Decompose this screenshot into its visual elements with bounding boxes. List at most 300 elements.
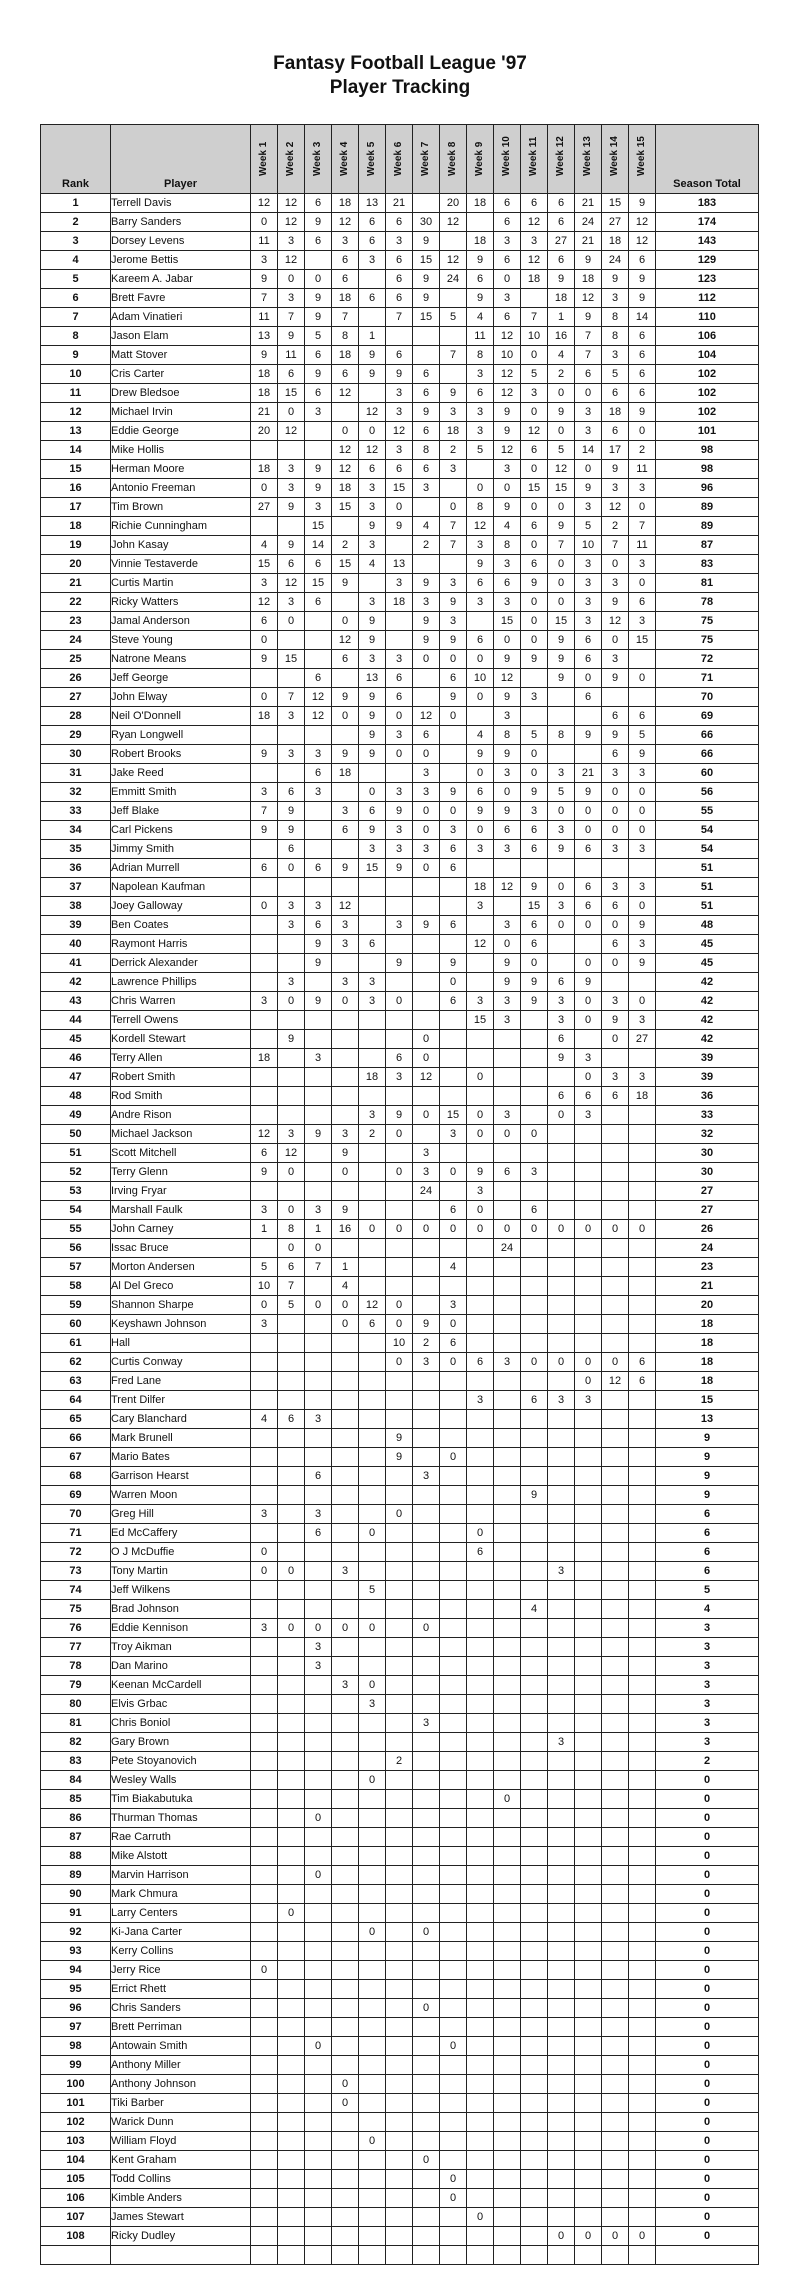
- table-row: [41, 289, 759, 308]
- week-score-cell: [386, 1885, 413, 1904]
- week-score-cell: [332, 1866, 359, 1885]
- week-score-cell: 5: [467, 441, 494, 460]
- week-score-cell: [359, 1239, 386, 1258]
- week-score-cell: 3: [548, 821, 575, 840]
- week-score-cell: 6: [629, 365, 656, 384]
- week-score-cell: 12: [494, 441, 521, 460]
- season-total-cell: 9: [656, 1429, 759, 1448]
- week-header: Week 1: [251, 125, 278, 194]
- week-score-cell: [521, 1239, 548, 1258]
- week-score-cell: 9: [521, 878, 548, 897]
- week-score-cell: [467, 2132, 494, 2151]
- week-score-cell: 24: [413, 1182, 440, 1201]
- week-score-cell: 21: [251, 403, 278, 422]
- player-cell: Tony Martin: [111, 1562, 251, 1581]
- rank-cell: 105: [41, 2170, 111, 2189]
- week-score-cell: [521, 1049, 548, 1068]
- week-score-cell: 6: [278, 365, 305, 384]
- week-score-cell: 15: [521, 479, 548, 498]
- season-total-cell: 6: [656, 1543, 759, 1562]
- season-total-cell: 123: [656, 270, 759, 289]
- week-score-cell: 15: [332, 498, 359, 517]
- rank-cell: 83: [41, 1752, 111, 1771]
- week-score-cell: [278, 1676, 305, 1695]
- player-cell: Morton Andersen: [111, 1258, 251, 1277]
- week-score-cell: [467, 1486, 494, 1505]
- week-score-cell: [494, 2056, 521, 2075]
- rank-cell: 57: [41, 1258, 111, 1277]
- player-cell: Kareem A. Jabar: [111, 270, 251, 289]
- season-total-cell: 32: [656, 1125, 759, 1144]
- week-score-cell: [602, 1866, 629, 1885]
- week-score-cell: 0: [278, 859, 305, 878]
- week-score-cell: 6: [332, 270, 359, 289]
- season-total-cell: 18: [656, 1334, 759, 1353]
- week-score-cell: [359, 1486, 386, 1505]
- week-score-cell: [413, 1391, 440, 1410]
- week-score-cell: 3: [548, 1011, 575, 1030]
- table-row: [41, 1277, 759, 1296]
- week-score-cell: [386, 1486, 413, 1505]
- week-score-cell: [440, 878, 467, 897]
- week-score-cell: [386, 935, 413, 954]
- rank-cell: 20: [41, 555, 111, 574]
- rank-cell: 52: [41, 1163, 111, 1182]
- week-score-cell: [629, 1847, 656, 1866]
- week-score-cell: 3: [305, 1201, 332, 1220]
- week-score-cell: [386, 1619, 413, 1638]
- week-score-cell: 6: [629, 384, 656, 403]
- week-score-cell: [251, 1429, 278, 1448]
- player-cell: Natrone Means: [111, 650, 251, 669]
- week-score-cell: [467, 1980, 494, 1999]
- week-score-cell: 0: [413, 1999, 440, 2018]
- week-score-cell: 6: [548, 194, 575, 213]
- week-score-cell: [359, 1448, 386, 1467]
- rank-cell: 73: [41, 1562, 111, 1581]
- week-score-cell: [494, 1828, 521, 1847]
- week-score-cell: 20: [440, 194, 467, 213]
- week-score-cell: 6: [575, 365, 602, 384]
- week-score-cell: [602, 973, 629, 992]
- week-score-cell: 6: [440, 1201, 467, 1220]
- week-score-cell: 24: [575, 213, 602, 232]
- week-score-cell: 3: [575, 593, 602, 612]
- week-score-cell: [629, 1600, 656, 1619]
- table-row: [41, 1638, 759, 1657]
- week-score-cell: [494, 1486, 521, 1505]
- week-score-cell: 3: [629, 878, 656, 897]
- week-score-cell: [359, 308, 386, 327]
- week-score-cell: [251, 1809, 278, 1828]
- player-cell: Errict Rhett: [111, 1980, 251, 1999]
- player-cell: Kerry Collins: [111, 1942, 251, 1961]
- season-total-cell: 18: [656, 1372, 759, 1391]
- week-score-cell: [359, 1505, 386, 1524]
- week-score-cell: [251, 1657, 278, 1676]
- week-score-cell: [494, 1600, 521, 1619]
- week-score-cell: 9: [548, 1049, 575, 1068]
- week-score-cell: 12: [521, 251, 548, 270]
- week-score-cell: 3: [467, 840, 494, 859]
- week-score-cell: 9: [305, 954, 332, 973]
- week-score-cell: 3: [629, 764, 656, 783]
- week-score-cell: [440, 1581, 467, 1600]
- week-score-cell: [251, 1106, 278, 1125]
- week-score-cell: 6: [332, 251, 359, 270]
- week-score-cell: 9: [305, 365, 332, 384]
- week-score-cell: [251, 1828, 278, 1847]
- week-score-cell: [305, 1106, 332, 1125]
- season-total-cell: 27: [656, 1201, 759, 1220]
- week-score-cell: 0: [548, 2227, 575, 2246]
- week-score-cell: [602, 1334, 629, 1353]
- player-cell: Kent Graham: [111, 2151, 251, 2170]
- week-score-cell: 0: [467, 1524, 494, 1543]
- week-score-cell: [602, 1505, 629, 1524]
- week-score-cell: [332, 2151, 359, 2170]
- table-row: [41, 726, 759, 745]
- week-score-cell: 12: [494, 384, 521, 403]
- table-row: [41, 498, 759, 517]
- week-score-cell: 6: [602, 422, 629, 441]
- week-score-cell: 0: [386, 1220, 413, 1239]
- rank-cell: 76: [41, 1619, 111, 1638]
- player-cell: Thurman Thomas: [111, 1809, 251, 1828]
- week-score-cell: [305, 1942, 332, 1961]
- rank-cell: 43: [41, 992, 111, 1011]
- rank-cell: 19: [41, 536, 111, 555]
- week-score-cell: [521, 1030, 548, 1049]
- player-cell: John Carney: [111, 1220, 251, 1239]
- week-score-cell: 3: [521, 688, 548, 707]
- week-score-cell: [521, 707, 548, 726]
- week-score-cell: 12: [629, 213, 656, 232]
- week-score-cell: 3: [602, 650, 629, 669]
- week-score-cell: 6: [440, 916, 467, 935]
- week-score-cell: [467, 1144, 494, 1163]
- week-score-cell: [629, 1638, 656, 1657]
- week-score-cell: [494, 1904, 521, 1923]
- week-score-cell: 3: [386, 783, 413, 802]
- week-score-cell: [440, 365, 467, 384]
- week-score-cell: 6: [278, 783, 305, 802]
- week-score-cell: [359, 1999, 386, 2018]
- week-score-cell: [278, 1809, 305, 1828]
- week-score-cell: [629, 1277, 656, 1296]
- season-total-cell: 0: [656, 2056, 759, 2075]
- week-score-cell: 0: [359, 422, 386, 441]
- week-score-cell: [602, 1429, 629, 1448]
- player-cell: Steve Young: [111, 631, 251, 650]
- week-score-cell: [629, 1239, 656, 1258]
- week-score-cell: [440, 1695, 467, 1714]
- week-score-cell: [251, 2170, 278, 2189]
- player-cell: Todd Collins: [111, 2170, 251, 2189]
- week-score-cell: [629, 2037, 656, 2056]
- week-score-cell: 6: [629, 1353, 656, 1372]
- rank-cell: 54: [41, 1201, 111, 1220]
- week-score-cell: [251, 1847, 278, 1866]
- week-score-cell: 9: [386, 954, 413, 973]
- week-score-cell: [629, 2075, 656, 2094]
- week-score-cell: [251, 1714, 278, 1733]
- week-score-cell: [467, 1600, 494, 1619]
- week-score-cell: [251, 1866, 278, 1885]
- table-row: [41, 1448, 759, 1467]
- week-score-cell: 9: [629, 289, 656, 308]
- week-score-cell: [440, 1847, 467, 1866]
- week-score-cell: [467, 1809, 494, 1828]
- week-score-cell: [575, 1505, 602, 1524]
- week-score-cell: [440, 1467, 467, 1486]
- week-score-cell: [386, 2227, 413, 2246]
- week-score-cell: [332, 1961, 359, 1980]
- week-score-cell: 0: [332, 1163, 359, 1182]
- week-score-cell: [548, 1999, 575, 2018]
- week-score-cell: [602, 1923, 629, 1942]
- week-score-cell: 9: [251, 346, 278, 365]
- week-score-cell: [521, 1619, 548, 1638]
- week-score-cell: [575, 859, 602, 878]
- week-score-cell: [332, 1600, 359, 1619]
- week-score-cell: [629, 1657, 656, 1676]
- week-score-cell: [440, 1486, 467, 1505]
- week-header: Week 11: [521, 125, 548, 194]
- table-row: [41, 1752, 759, 1771]
- season-total-cell: 23: [656, 1258, 759, 1277]
- week-score-cell: [278, 1600, 305, 1619]
- week-score-cell: 6: [332, 821, 359, 840]
- week-score-cell: [602, 1942, 629, 1961]
- week-score-cell: 18: [251, 460, 278, 479]
- rank-cell: 1: [41, 194, 111, 213]
- week-score-cell: [467, 2189, 494, 2208]
- week-score-cell: [305, 1904, 332, 1923]
- week-score-cell: [494, 1676, 521, 1695]
- season-total-cell: 89: [656, 498, 759, 517]
- week-score-cell: [278, 1961, 305, 1980]
- rank-header: Rank: [41, 125, 111, 194]
- season-total-cell: 55: [656, 802, 759, 821]
- week-score-cell: 6: [467, 1353, 494, 1372]
- week-score-cell: 0: [305, 1296, 332, 1315]
- week-score-cell: 3: [575, 574, 602, 593]
- season-total-cell: 0: [656, 2094, 759, 2113]
- week-score-cell: [359, 1372, 386, 1391]
- week-score-cell: [494, 1980, 521, 1999]
- week-score-cell: 0: [467, 1106, 494, 1125]
- week-score-cell: [575, 1334, 602, 1353]
- week-score-cell: 0: [494, 783, 521, 802]
- player-cell: Vinnie Testaverde: [111, 555, 251, 574]
- week-score-cell: 0: [602, 821, 629, 840]
- week-score-cell: [548, 1676, 575, 1695]
- table-row: [41, 2018, 759, 2037]
- week-score-cell: 9: [413, 631, 440, 650]
- week-score-cell: [521, 1961, 548, 1980]
- week-score-cell: [332, 1847, 359, 1866]
- week-score-cell: [467, 1619, 494, 1638]
- rank-cell: 25: [41, 650, 111, 669]
- week-score-cell: [521, 1733, 548, 1752]
- season-total-cell: 102: [656, 365, 759, 384]
- week-score-cell: 9: [440, 688, 467, 707]
- week-score-cell: [602, 1999, 629, 2018]
- season-total-cell: 0: [656, 1866, 759, 1885]
- week-score-cell: [521, 1828, 548, 1847]
- week-score-cell: 9: [440, 631, 467, 650]
- week-score-cell: [629, 1144, 656, 1163]
- empty-cell: [41, 2246, 111, 2265]
- week-score-cell: [251, 1752, 278, 1771]
- week-header: Week 3: [305, 125, 332, 194]
- week-score-cell: [251, 2056, 278, 2075]
- week-score-cell: 9: [278, 498, 305, 517]
- week-score-cell: 12: [359, 403, 386, 422]
- week-score-cell: [251, 2037, 278, 2056]
- week-score-cell: [413, 2075, 440, 2094]
- week-score-cell: 3: [548, 992, 575, 1011]
- week-score-cell: [278, 2189, 305, 2208]
- week-score-cell: 0: [602, 783, 629, 802]
- week-score-cell: [494, 1961, 521, 1980]
- week-score-cell: [629, 1885, 656, 1904]
- week-score-cell: 6: [602, 745, 629, 764]
- week-score-cell: [521, 2227, 548, 2246]
- week-score-cell: [251, 1771, 278, 1790]
- week-score-cell: [575, 1790, 602, 1809]
- week-score-cell: [305, 2094, 332, 2113]
- rank-cell: 62: [41, 1353, 111, 1372]
- week-score-cell: [575, 2151, 602, 2170]
- rank-cell: 41: [41, 954, 111, 973]
- week-score-cell: [602, 1201, 629, 1220]
- week-score-cell: 3: [602, 289, 629, 308]
- rank-cell: 24: [41, 631, 111, 650]
- season-total-cell: 129: [656, 251, 759, 270]
- week-score-cell: [386, 2037, 413, 2056]
- week-score-cell: [386, 1676, 413, 1695]
- week-score-cell: [629, 1543, 656, 1562]
- week-score-cell: 0: [602, 555, 629, 574]
- week-score-cell: [278, 764, 305, 783]
- week-score-cell: 0: [359, 1771, 386, 1790]
- week-score-cell: 0: [413, 745, 440, 764]
- week-score-cell: 0: [575, 916, 602, 935]
- week-score-cell: 7: [305, 1258, 332, 1277]
- week-score-cell: 0: [332, 422, 359, 441]
- week-score-cell: [494, 1315, 521, 1334]
- player-cell: Dan Marino: [111, 1657, 251, 1676]
- rank-cell: 53: [41, 1182, 111, 1201]
- rank-cell: 31: [41, 764, 111, 783]
- week-score-cell: [413, 1904, 440, 1923]
- week-score-cell: [629, 1524, 656, 1543]
- week-score-cell: 18: [521, 270, 548, 289]
- week-score-cell: 3: [575, 1391, 602, 1410]
- week-score-cell: [305, 1790, 332, 1809]
- week-score-cell: [251, 2094, 278, 2113]
- week-score-cell: [548, 707, 575, 726]
- week-score-cell: [548, 2075, 575, 2094]
- week-score-cell: 6: [386, 460, 413, 479]
- week-score-cell: 5: [359, 1581, 386, 1600]
- week-score-cell: 13: [386, 555, 413, 574]
- week-score-cell: [575, 1942, 602, 1961]
- week-score-cell: [305, 1011, 332, 1030]
- week-score-cell: 0: [305, 1619, 332, 1638]
- week-score-cell: [440, 764, 467, 783]
- week-score-cell: 3: [575, 612, 602, 631]
- week-score-cell: [278, 1866, 305, 1885]
- week-score-cell: 4: [494, 517, 521, 536]
- week-score-cell: 9: [629, 745, 656, 764]
- week-score-cell: 6: [359, 289, 386, 308]
- week-score-cell: 7: [440, 536, 467, 555]
- week-score-cell: [278, 1087, 305, 1106]
- week-score-cell: 6: [521, 935, 548, 954]
- week-score-cell: [413, 1847, 440, 1866]
- week-score-cell: [413, 1087, 440, 1106]
- player-cell: Raymont Harris: [111, 935, 251, 954]
- week-score-cell: 6: [305, 194, 332, 213]
- week-score-cell: 3: [359, 973, 386, 992]
- week-score-cell: 12: [278, 1144, 305, 1163]
- week-score-cell: 9: [332, 859, 359, 878]
- week-score-cell: [332, 1904, 359, 1923]
- week-score-cell: 10: [386, 1334, 413, 1353]
- week-score-cell: [467, 1657, 494, 1676]
- week-score-cell: 9: [440, 384, 467, 403]
- week-score-cell: [305, 1315, 332, 1334]
- table-row: [41, 574, 759, 593]
- season-total-cell: 0: [656, 1790, 759, 1809]
- week-score-cell: 16: [332, 1220, 359, 1239]
- table-row: [41, 1942, 759, 1961]
- week-score-cell: 9: [467, 802, 494, 821]
- table-row: [41, 1581, 759, 1600]
- week-score-cell: [251, 1885, 278, 1904]
- rank-cell: 74: [41, 1581, 111, 1600]
- week-score-cell: [386, 1638, 413, 1657]
- week-score-cell: 0: [521, 536, 548, 555]
- rank-cell: 33: [41, 802, 111, 821]
- week-score-cell: 3: [305, 1049, 332, 1068]
- week-score-cell: [332, 783, 359, 802]
- week-score-cell: 6: [629, 707, 656, 726]
- week-score-cell: 18: [440, 422, 467, 441]
- week-score-cell: [575, 2170, 602, 2189]
- week-score-cell: [548, 2170, 575, 2189]
- week-score-cell: [629, 1619, 656, 1638]
- rank-cell: 102: [41, 2113, 111, 2132]
- week-score-cell: [440, 1790, 467, 1809]
- week-score-cell: [305, 1980, 332, 1999]
- week-score-cell: [494, 1866, 521, 1885]
- week-score-cell: 8: [494, 536, 521, 555]
- week-score-cell: [359, 1182, 386, 1201]
- rank-cell: 72: [41, 1543, 111, 1562]
- season-total-cell: 0: [656, 1923, 759, 1942]
- week-score-cell: [305, 2075, 332, 2094]
- week-score-cell: [521, 1410, 548, 1429]
- week-score-cell: [629, 1448, 656, 1467]
- week-score-cell: [278, 1790, 305, 1809]
- week-score-cell: 6: [575, 1087, 602, 1106]
- player-cell: Robert Brooks: [111, 745, 251, 764]
- table-row: [41, 688, 759, 707]
